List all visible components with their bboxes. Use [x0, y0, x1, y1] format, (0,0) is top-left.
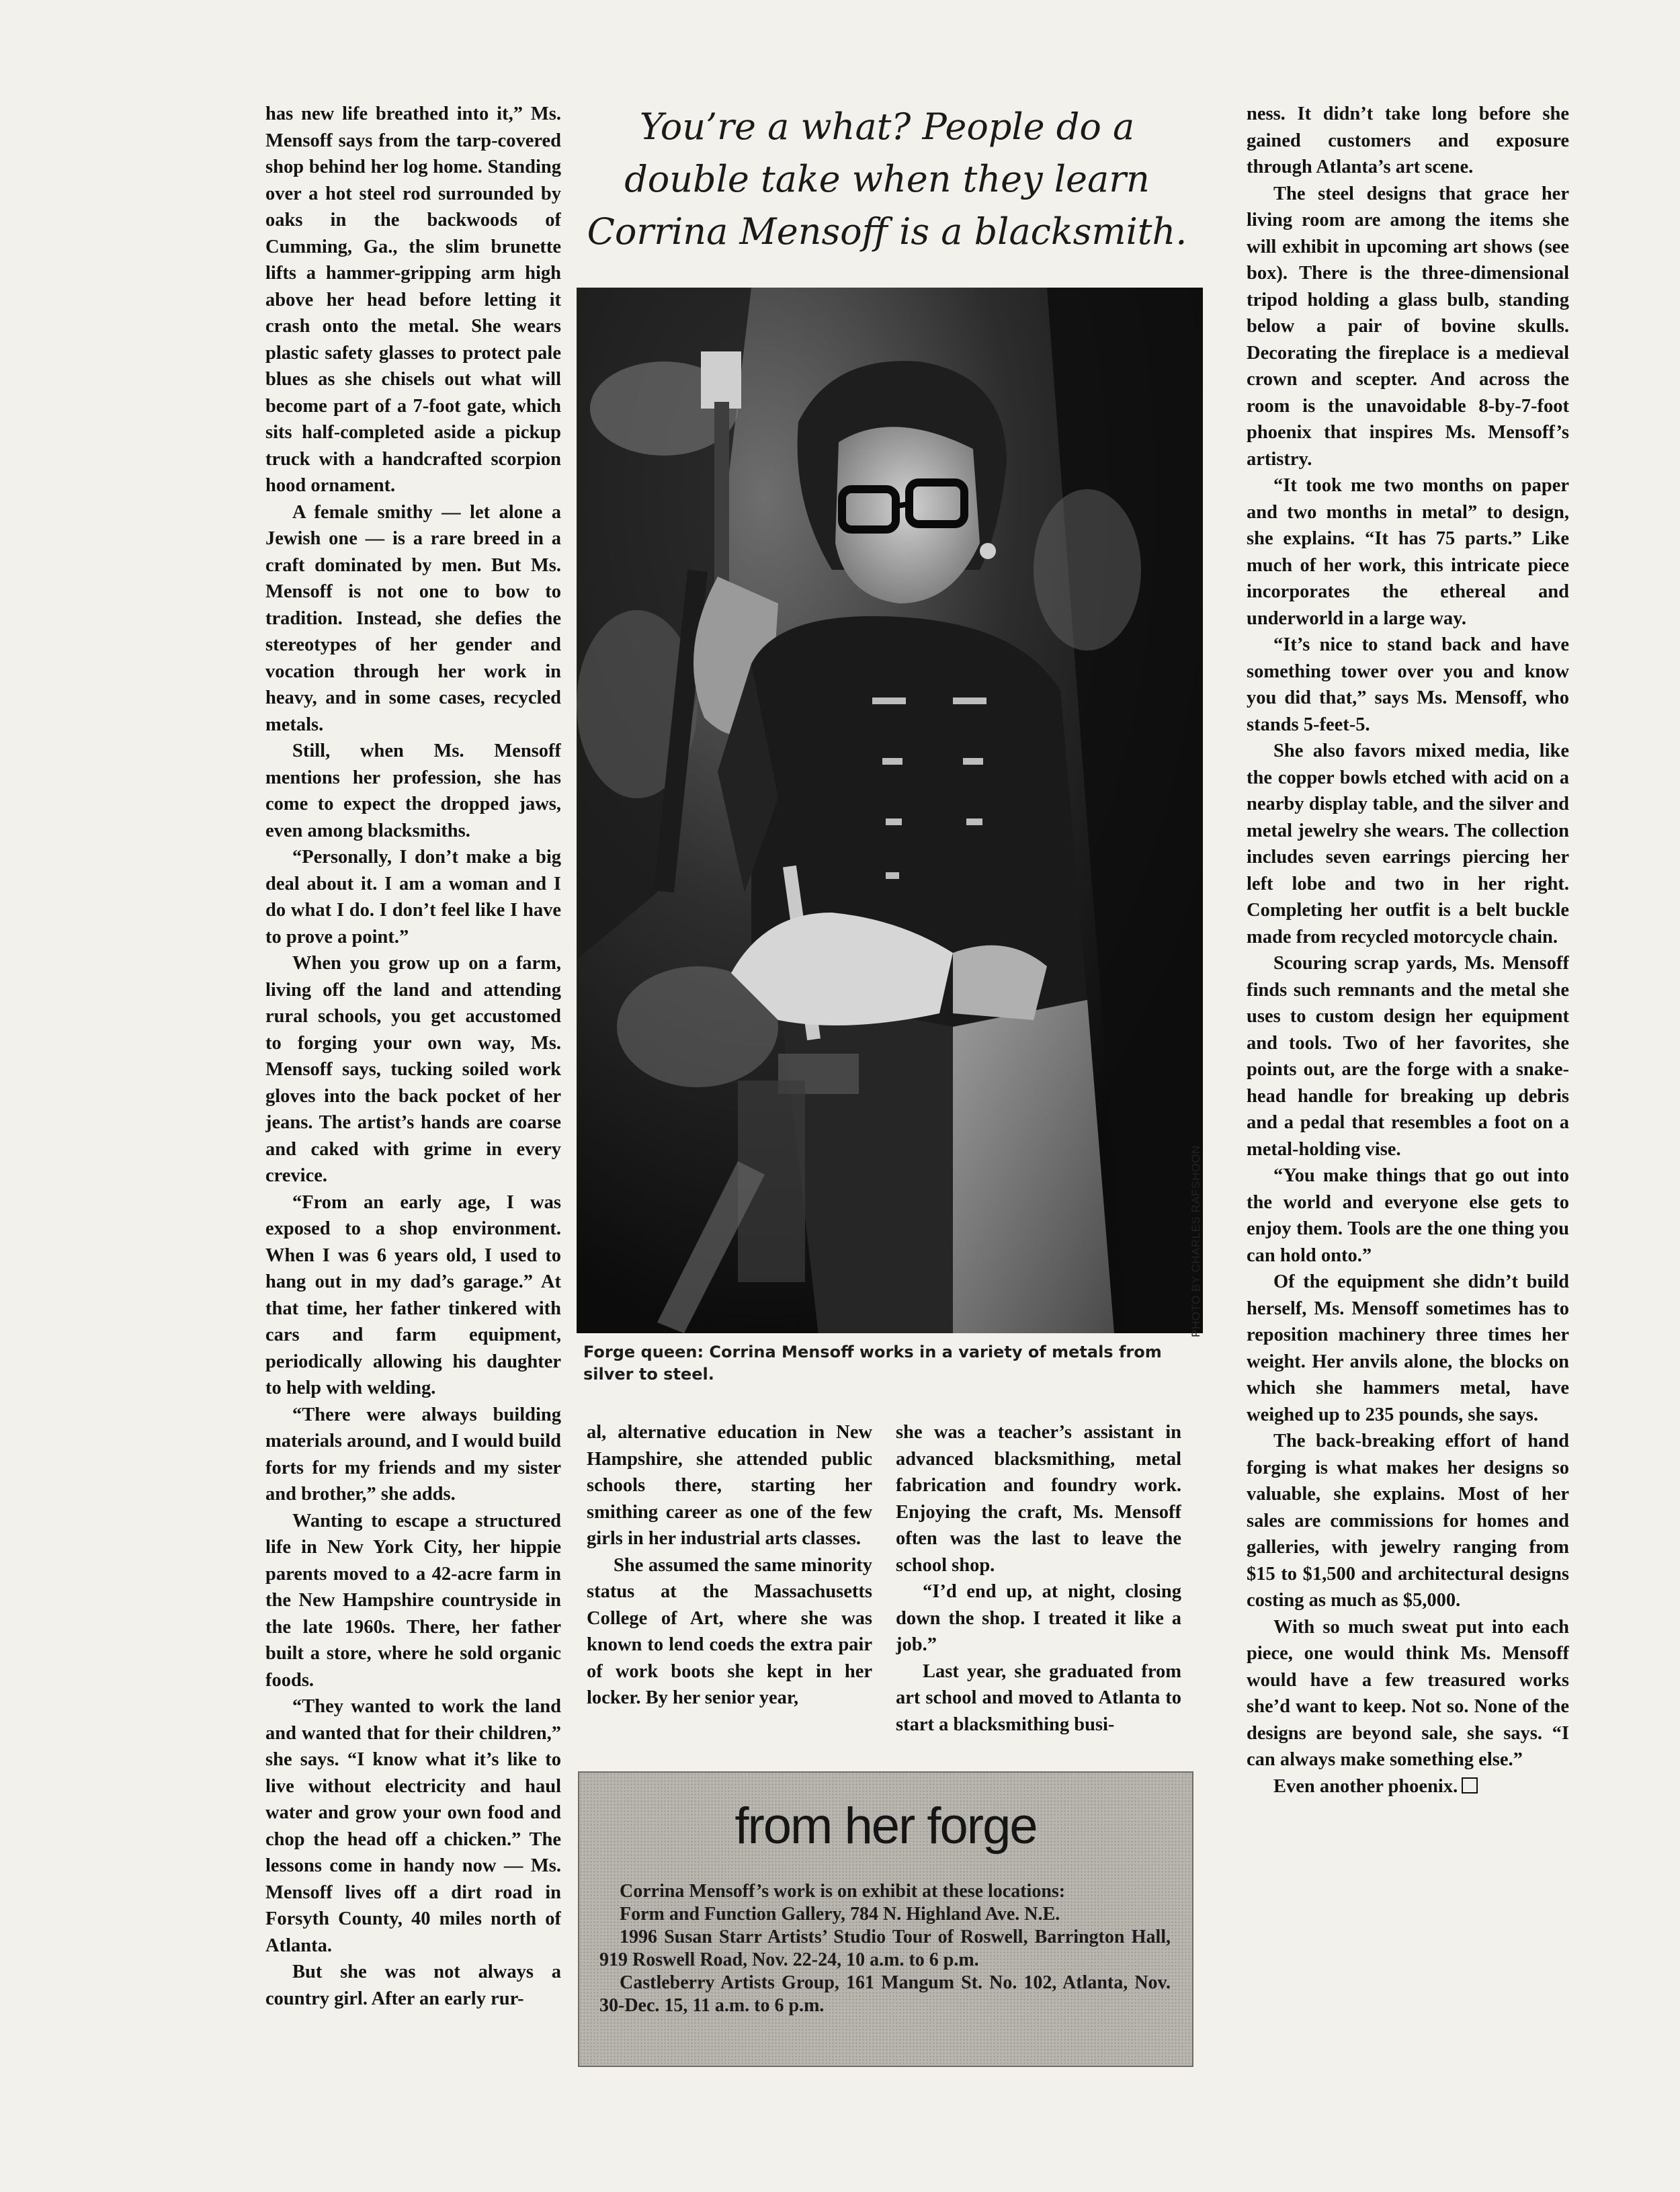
paragraph: “Personally, I don’t make a big deal about it. I am a woman and I do what I do. I don’t feel like I have to prove a point.”: [265, 847, 561, 947]
closing-line: Even another phoenix.: [1273, 1775, 1458, 1797]
paragraph: al, alternative education in New Hampshire, she attended public schools there, starting her smithing career as one of the few girls in her industrial arts classes.: [587, 1422, 872, 1549]
paragraph: “I’d end up, at night, closing down the shop. I treated it like a job.”: [896, 1581, 1181, 1655]
paragraph: Last year, she graduated from art school and moved to Atlanta to start a blacksmithing busi-: [896, 1660, 1181, 1735]
paragraph: She also favors mixed media, like the copper bowls etched with acid on a nearby display table, and the silver and metal jewelry she wears. The collection includes seven earrings piercing her left lobe and two in her right. Completing her outfit is a belt buckle made from recycled motorcycle chain.: [1247, 741, 1569, 947]
paragraph: “From an early age, I was exposed to a shop environment. When I was 6 years old, I used to hang out in my dad’s garage.” At that time, her father tinkered with cars and farm equipment, periodically allowing his daughter to help with welding.: [265, 1191, 561, 1398]
headline-line: Corrina Mensoff is a blacksmith.: [587, 210, 1187, 253]
article-column-middle-a: [587, 1419, 872, 1742]
paragraph: “They wanted to work the land and wanted that for their children,” she says. “I know what it’s like to live without electricity and haul water and grow your own food and chop the head off a chicken.” The lessons come in handy now — Ms. Mensoff lives off a dirt road in Forsyth County, 40 miles north of Atlanta.: [265, 1696, 561, 1956]
paragraph: When you grow up on a farm, living off the land and attending rural schools, you get accustomed to forging your own way, Ms. Mensoff says, tucking soiled work gloves into the back pocket of her jeans. The artist’s hands are coarse and caked with grime in every crevice.: [265, 953, 561, 1186]
headline-line: double take when they learn: [624, 158, 1150, 200]
paragraph: She assumed the same minority status at the Massachusetts College of Art, where she was known to lend coeds the extra pair of work boots she kept in her locker. By her senior year,: [587, 1554, 872, 1708]
paragraph: “It took me two months on paper and two months in metal” to design, she explains. “It has 75 parts.” Like much of her work, this intricate piece incorporates the ethereal and underworld in a large way.: [1247, 475, 1569, 629]
paragraph: “You make things that go out into the world and everyone else gets to enjoy them. Tools are the one thing you can hold onto.”: [1247, 1165, 1569, 1266]
article-column-left: [265, 101, 561, 2170]
article-column-right: [1247, 101, 1569, 2070]
paragraph: The steel designs that grace her living room are among the items she will exhibit in upcoming art shows (see box). There is the three-dimensional tripod holding a glass bulb, standing below a pair of bovine skulls. Decorating the fireplace is a medieval crown and scepter. And across the room is the unavoidable 8-by-7-foot phoenix that inspires Ms. Mensoff’s artistry.: [1247, 183, 1569, 470]
pull-quote-headline: [578, 101, 1196, 258]
paragraph: Of the equipment she didn’t build herself, Ms. Mensoff sometimes has to reposition machinery three times her weight. Her anvils alone, the blocks on which she hammers metal, have weighed up to 235 pounds, she says.: [1247, 1271, 1569, 1425]
paragraph-final: [1247, 1773, 1569, 1800]
paragraph: has new life breathed into it,” Ms. Mensoff says from the tarp-covered shop behind her log home. Standing over a hot steel rod surrounded by oaks in the backwoods of Cumming, Ga., the slim brunette lifts a hammer-gripping arm high above her head before letting it crash onto the metal. She wears plastic safety glasses to protect pale blues as she chisels out what will become part of a 7-foot gate, which sits half-completed aside a pickup truck with a handcrafted scorpion hood ornament.: [265, 103, 561, 496]
sidebar-location: Castleberry Artists Group, 161 Mangum St. No. 102, Atlanta, Nov. 30-Dec. 15, 11 a.m. to 6 p.m.: [599, 1972, 1171, 2016]
end-mark-icon: [1462, 1777, 1478, 1794]
paragraph: she was a teacher’s assistant in advanced blacksmithing, metal fabrication and foundry work. Enjoying the craft, Ms. Mensoff often was the last to leave the school shop.: [896, 1422, 1181, 1576]
blacksmith-photo: [577, 288, 1203, 1333]
sidebar-location: Form and Function Gallery, 784 N. Highland Ave. N.E.: [620, 1904, 1060, 1925]
headline-line: You’re a what? People do a: [639, 106, 1135, 148]
paragraph: ness. It didn’t take long before she gained customers and exposure through Atlanta’s art scene.: [1247, 103, 1569, 177]
paragraph: Wanting to escape a structured life in New York City, her hippie parents moved to a 42-acre farm in the New Hampshire countryside in the late 1960s. There, her father built a store, where he sold organic foods.: [265, 1510, 561, 1691]
photo-caption: Forge queen: Corrina Mensoff works in a variety of metals from silver to steel.: [583, 1343, 1162, 1384]
article-column-middle-b: [896, 1419, 1181, 1742]
paragraph: “There were always building materials around, and I would build forts for my friends and my sister and brother,” she adds.: [265, 1404, 561, 1505]
paragraph: With so much sweat put into each piece, one would think Ms. Mensoff would have a few treasured works she’d want to keep. Not so. None of the designs are beyond sale, she says. “I can always make something else.”: [1247, 1616, 1569, 1770]
paragraph: The back-breaking effort of hand forging is what makes her designs so valuable, she explains. Most of her sales are commissions for homes and galleries, with jewelry ranging from $15 to $1,500 and architectural designs costing as much as $5,000.: [1247, 1431, 1569, 1611]
paragraph: Still, when Ms. Mensoff mentions her profession, she has come to expect the dropped jaws, even among blacksmiths.: [265, 741, 561, 841]
paragraph: Scouring scrap yards, Ms. Mensoff finds such remnants and the metal she uses to custom design her equipment and tools. Two of her favorites, she points out, are the forge with a snake-head handle for breaking up debris and a pedal that resembles a foot on a metal-holding vise.: [1247, 953, 1569, 1160]
paragraph: A female smithy — let alone a Jewish one — is a rare breed in a craft dominated by men. But Ms. Mensoff is not one to bow to tradition. Instead, she defies the stereotypes of her gender and vocation through her work in heavy, and in some cases, recycled metals.: [265, 501, 561, 735]
sidebar-location: 1996 Susan Starr Artists’ Studio Tour of Roswell, Barrington Hall, 919 Roswell Road, Nov. 22-24, 10 a.m. to 6 p.m.: [599, 1927, 1171, 1970]
exhibit-sidebar-box: [578, 1771, 1193, 2067]
sidebar-title: from her forge: [734, 1798, 1037, 1855]
sidebar-intro: Corrina Mensoff’s work is on exhibit at these locations:: [620, 1881, 1066, 1902]
paragraph: But she was not always a country girl. After an early rur-: [265, 1962, 561, 2009]
photo-credit: PHOTO BY CHARLES RAFSHOON: [1189, 1145, 1202, 1337]
sidebar-body: [599, 1880, 1171, 2017]
paragraph: “It’s nice to stand back and have something tower over you and know you did that,” says Ms. Mensoff, who stands 5-feet-5.: [1247, 634, 1569, 735]
